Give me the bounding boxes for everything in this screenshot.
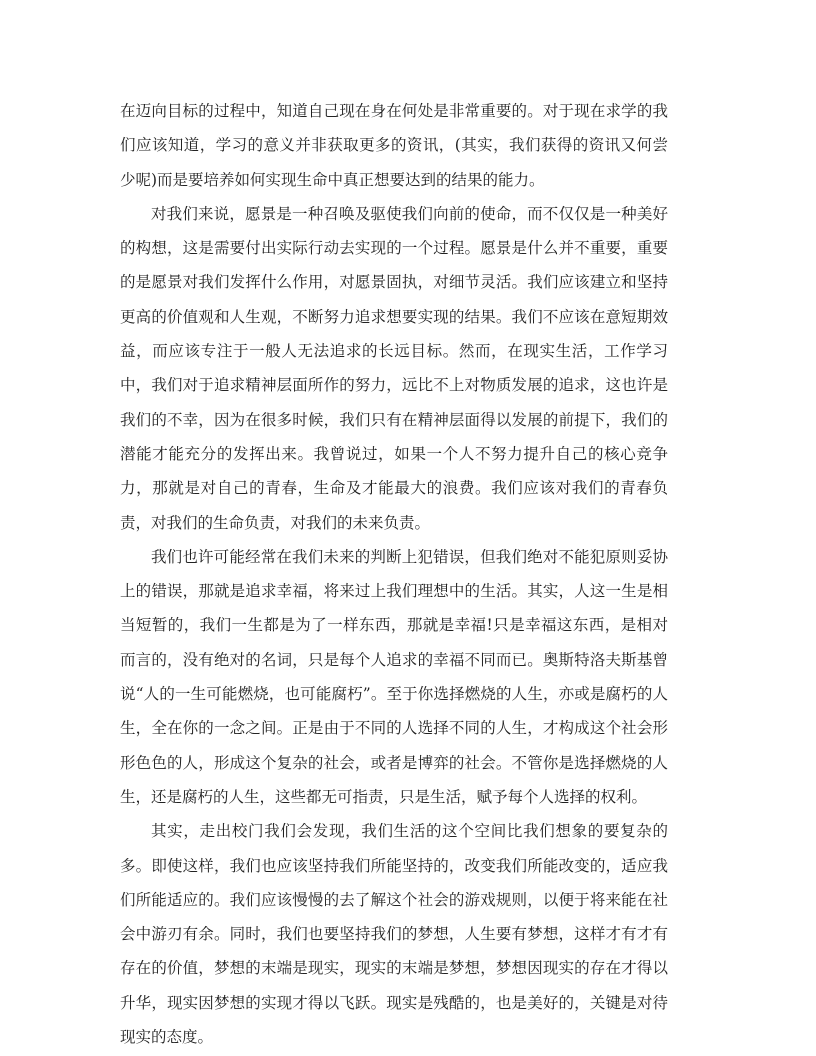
paragraph-4: 其实，走出校门我们会发现，我们生活的这个空间比我们想象的要复杂的多。即使这样，我们也应该坚持我们所能坚持的，改变我们所能改变的，适应我们所能适应的。我们应该慢慢的去了解这个社会的游戏规则，以便于将来能在社会中游刃有余。同时，我们也要坚持我们的梦想，人生要有梦想，这样才有才有存在的价值，梦想的末端是现实，现实的末端是梦想，梦想因现实的存在才得以升华，现实因梦想的实现才得以飞跃。现实是残酷的，也是美好的，关键是对待现实的态度。 — [120, 822, 668, 1047]
paragraph-1: 在迈向目标的过程中，知道自己现在身在何处是非常重要的。对于现在求学的我们应该知道，学习的意义并非获取更多的资讯，(其实，我们获得的资讯又何尝少呢)而是要培养如何实现生命中真正想要达到的结果的能力。 — [120, 102, 668, 189]
paragraph-3: 我们也许可能经常在我们未来的判断上犯错误，但我们绝对不能犯原则妥协上的错误，那就是追求幸福，将来过上我们理想中的生活。其实，人这一生是相当短暂的，我们一生都是为了一样东西，那就是幸福!只是幸福这东西，是相对而言的，没有绝对的名词，只是每个人追求的幸福不同而已。奥斯特洛夫斯基曾说“人的一生可能燃烧，也可能腐朽”。至于你选择燃烧的人生，亦或是腐朽的人生，全在你的一念之间。正是由于不同的人选择不同的人生，才构成这个社会形形色色的人，形成这个复杂的社会，或者是博弈的社会。不管你是选择燃烧的人生，还是腐朽的人生，这些都无可指责，只是生活，赋予每个人选择的权利。 — [120, 547, 668, 806]
paragraph-2: 对我们来说，愿景是一种召唤及驱使我们向前的使命，而不仅仅是一种美好的构想，这是需要付出实际行动去实现的一个过程。愿景是什么并不重要，重要的是愿景对我们发挥什么作用，对愿景固执，对细节灵活。我们应该建立和坚持更高的价值观和人生观，不断努力追求想要实现的结果。我们不应该在意短期效益，而应该专注于一般人无法追求的长远目标。然而，在现实生活，工作学习中，我们对于追求精神层面所作的努力，远比不上对物质发展的追求，这也许是我们的不幸，因为在很多时候，我们只有在精神层面得以发展的前提下，我们的潜能才能充分的发挥出来。我曾说过，如果一个人不努力提升自己的核心竞争力，那就是对自己的青春，生命及才能最大的浪费。我们应该对我们的青春负责，对我们的生命负责，对我们的未来负责。 — [120, 204, 668, 532]
document-body — [120, 94, 668, 1054]
